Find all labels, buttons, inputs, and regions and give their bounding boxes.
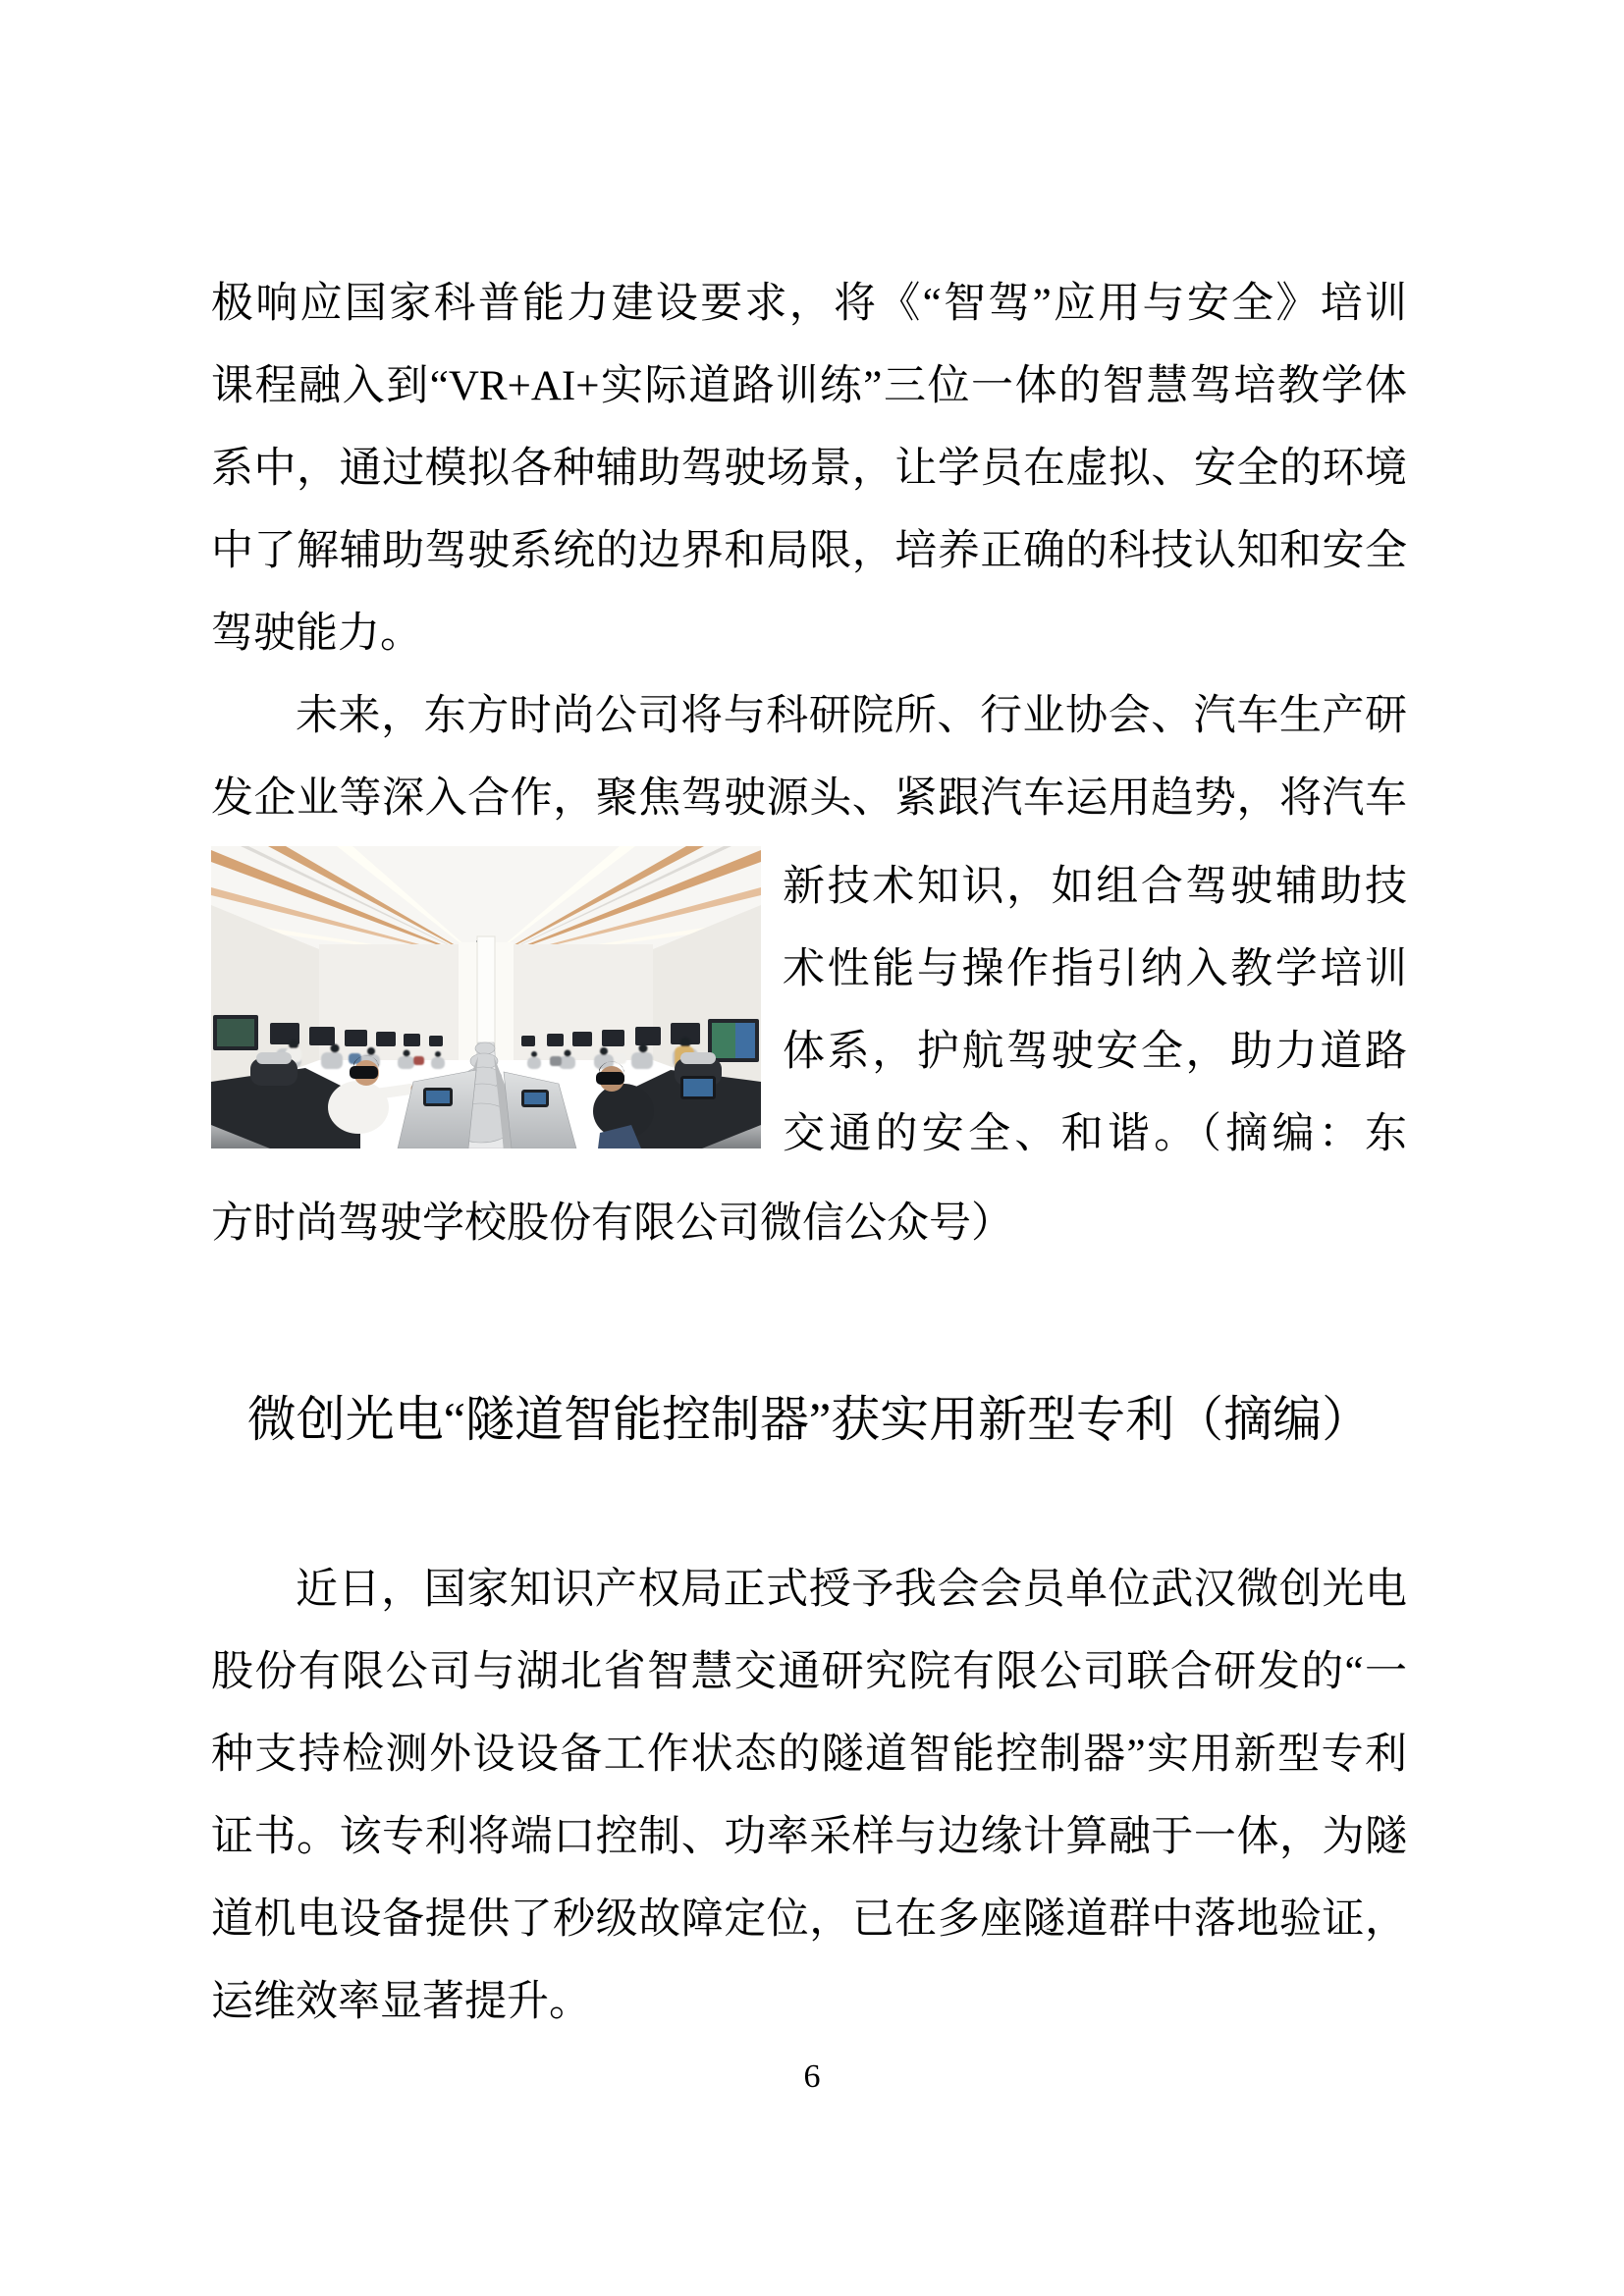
text-line: 证书。该专利将端口控制、功率采样与边缘计算融于一体，为隧 (211, 1814, 1407, 1860)
paragraph-2-beside-image (783, 846, 1407, 1176)
text-line: 运维效率显著提升。 (211, 1979, 591, 2025)
page-number: 6 (803, 2058, 821, 2095)
article-heading: 微创光电“隧道智能控制器”获实用新型专利（摘编） (246, 1392, 1372, 1447)
vr-driving-simulator-classroom-photo (211, 846, 761, 1148)
text-line: 新技术知识，如组合驾驶辅助技 (783, 864, 1407, 910)
text-line: 术性能与操作指引纳入教学培训 (783, 946, 1407, 992)
text-line: 方时尚驾驶学校股份有限公司微信公众号） (211, 1201, 1013, 1247)
paragraph-2 (211, 675, 1407, 840)
text-line: 近日，国家知识产权局正式授予我会会员单位武汉微创光电 (296, 1567, 1407, 1613)
photo-and-text-row (211, 846, 1407, 1176)
text-line: 系中，通过模拟各种辅助驾驶场景，让学员在虚拟、安全的环境 (211, 446, 1407, 492)
text-line: 股份有限公司与湖北省智慧交通研究院有限公司联合研发的“一 (211, 1649, 1407, 1695)
text-line: 交通的安全、和谐。（摘编：东 (783, 1111, 1407, 1157)
paragraph-3 (211, 1549, 1407, 2044)
text-line: 发企业等深入合作，聚焦驾驶源头、紧跟汽车运用趋势，将汽车 (211, 775, 1407, 822)
text-line: 课程融入到“VR+AI+实际道路训练”三位一体的智慧驾培教学体 (211, 363, 1407, 409)
vr-classroom-illustration (211, 846, 761, 1148)
text-line: 极响应国家科普能力建设要求，将《“智驾”应用与安全》培训 (211, 281, 1407, 327)
paragraph-1 (211, 263, 1407, 675)
text-line: 道机电设备提供了秒级故障定位，已在多座隧道群中落地验证， (211, 1896, 1407, 1943)
text-line: 未来，东方时尚公司将与科研院所、行业协会、汽车生产研 (296, 693, 1407, 739)
text-line: 种支持检测外设设备工作状态的隧道智能控制器”实用新型专利 (211, 1732, 1407, 1778)
text-line: 中了解辅助驾驶系统的边界和局限，培养正确的科技认知和安全 (211, 528, 1407, 574)
text-line: 驾驶能力。 (211, 611, 422, 657)
text-line: 体系，护航驾驶安全，助力道路 (783, 1029, 1407, 1075)
paragraph-2-continuation (211, 1183, 1407, 1265)
